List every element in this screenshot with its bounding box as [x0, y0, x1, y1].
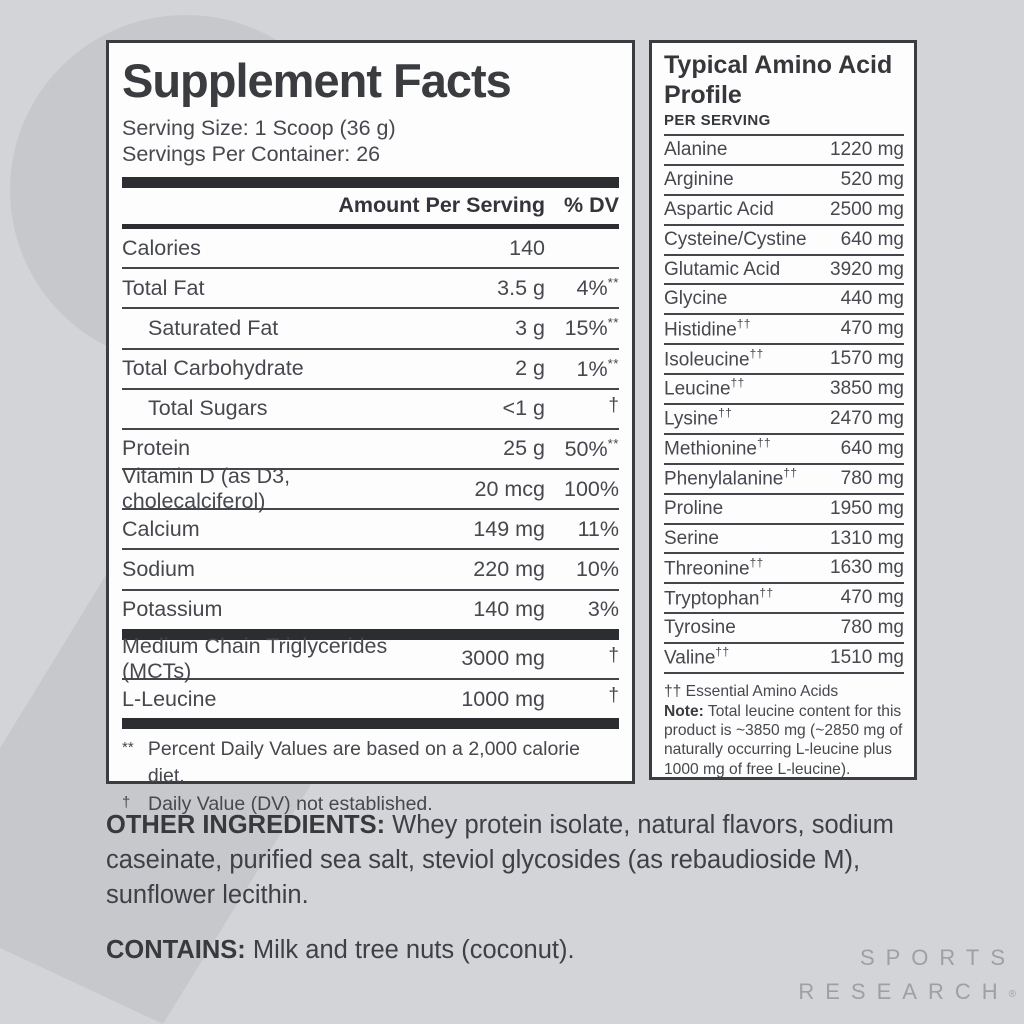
brand-line-1: SPORTS — [859, 944, 1016, 970]
contains-label: CONTAINS: — [106, 935, 246, 964]
nutrient-row — [122, 510, 619, 548]
nutrient-row — [122, 269, 619, 307]
nutrient-row — [122, 390, 619, 428]
essential-marker: †† — [736, 317, 751, 331]
double-asterisk: ** — [607, 435, 619, 451]
double-asterisk: ** — [607, 275, 619, 291]
servings-per-container: Servings Per Container: 26 — [122, 142, 381, 167]
nutrient-label: Sodium — [122, 557, 195, 582]
nutrient-label: Medium Chain Triglycerides (MCTs) — [122, 633, 388, 683]
amino-row — [664, 435, 904, 463]
other-ingredients — [106, 808, 942, 914]
amino-name: Phenylalanine†† — [664, 467, 798, 490]
nutrient-amount: 3 g — [515, 315, 545, 340]
nutrient-dv: 100% — [564, 476, 619, 501]
amino-rows — [664, 134, 904, 674]
sports-research-logo — [798, 941, 1016, 1010]
amino-amount: 780 mg — [840, 617, 904, 639]
amino-row — [664, 196, 904, 224]
amino-amount: 470 mg — [840, 318, 904, 340]
nutrient-row — [122, 430, 619, 468]
nutrient-amount: 140 — [509, 235, 545, 260]
amino-name: Leucine†† — [664, 377, 745, 400]
nutrient-row — [122, 680, 619, 718]
amino-row — [664, 256, 904, 284]
amino-name: Cysteine/Cystine — [664, 228, 807, 250]
nutrient-dv: 10% — [575, 557, 619, 582]
footnote-line — [122, 791, 619, 818]
amino-amount: 640 mg — [840, 228, 904, 250]
nutrient-label: Calcium — [122, 516, 200, 541]
supplement-facts-panel — [106, 40, 635, 815]
nutrient-amount: 140 mg — [473, 597, 545, 622]
amino-name: Tryptophan†† — [664, 586, 774, 609]
amino-name: Methionine†† — [664, 437, 772, 460]
amino-row — [664, 285, 904, 313]
nutrient-amount: 3.5 g — [497, 275, 545, 300]
nutrient-row — [122, 350, 619, 388]
essential-marker: †† — [749, 556, 764, 570]
nutrient-amount: <1 g — [502, 396, 545, 421]
amino-name: Threonine†† — [664, 556, 764, 580]
essential-amino-acids-note: †† Essential Amino Acids — [664, 683, 839, 701]
nutrient-dv: 50%** — [564, 435, 619, 462]
row-separator — [664, 672, 904, 674]
nutrient-dv — [545, 645, 619, 673]
registered-trademark-icon: ® — [1008, 989, 1016, 1001]
amino-amount: 1510 mg — [830, 647, 904, 669]
thick-divider-bar — [122, 177, 619, 188]
row-separator — [122, 718, 619, 729]
dagger-symbol: † — [608, 644, 619, 666]
nutrient-dv: 11% — [577, 516, 619, 541]
column-header-amount: Amount Per Serving — [338, 193, 545, 218]
nutrient-label: Vitamin D (as D3, cholecalciferol) — [122, 464, 291, 514]
essential-marker: †† — [783, 467, 798, 481]
nutrient-dv: 15%** — [564, 315, 619, 341]
nutrient-amount: 3000 mg — [461, 646, 545, 671]
column-header-dv: % DV — [564, 193, 619, 218]
amino-row — [664, 525, 904, 553]
amino-amount: 3920 mg — [830, 258, 904, 280]
amino-row — [664, 405, 904, 433]
amino-amount: 1570 mg — [830, 348, 904, 370]
amino-name: Glycine — [664, 288, 728, 310]
nutrient-row — [122, 550, 619, 588]
footnote-text: Percent Daily Values are based on a 2,000 calorie diet. — [147, 738, 580, 788]
facts-table-header — [122, 188, 619, 224]
contains-text: Milk and tree nuts (coconut). — [245, 935, 575, 964]
nutrient-dv — [545, 395, 619, 423]
amino-row — [664, 644, 904, 672]
amino-name: Histidine†† — [664, 317, 751, 340]
serving-size: Serving Size: 1 Scoop (36 g) — [122, 115, 396, 140]
nutrient-label: Saturated Fat — [148, 315, 279, 340]
amino-row — [664, 614, 904, 642]
nutrient-label: Total Carbohydrate — [122, 356, 304, 381]
nutrient-amount: 1000 mg — [461, 686, 545, 711]
amino-name: Serine — [664, 527, 719, 549]
amino-row — [664, 495, 904, 523]
amino-name: Lysine†† — [664, 407, 733, 430]
footnote-marker: ** — [122, 739, 134, 757]
amino-name: Arginine — [664, 168, 734, 190]
amino-amount: 2470 mg — [830, 407, 904, 429]
essential-marker: †† — [730, 377, 745, 391]
note-label: Note: — [664, 702, 704, 720]
essential-marker: †† — [718, 407, 733, 421]
nutrient-dv: 4%** — [576, 275, 619, 301]
nutrient-amount: 20 mcg — [474, 476, 545, 501]
nutrient-amount: 2 g — [515, 356, 545, 381]
nutrient-label: Total Sugars — [148, 396, 268, 421]
amino-amount: 780 mg — [840, 467, 904, 489]
nutrient-row — [122, 309, 619, 347]
nutrient-amount: 220 mg — [473, 557, 545, 582]
nutrient-label: Potassium — [122, 597, 223, 622]
nutrient-row — [122, 591, 619, 629]
nutrient-label: Calories — [122, 235, 201, 260]
amino-row — [664, 166, 904, 194]
amino-amount: 640 mg — [840, 437, 904, 459]
double-asterisk: ** — [607, 315, 619, 331]
nutrient-amount: 25 g — [503, 436, 545, 461]
amino-amount: 3850 mg — [830, 378, 904, 400]
amino-name: Isoleucine†† — [664, 347, 764, 370]
amino-amount: 1950 mg — [830, 497, 904, 519]
nutrient-row — [122, 229, 619, 267]
amino-amount: 1310 mg — [830, 527, 904, 549]
nutrient-label: L-Leucine — [122, 686, 217, 711]
nutrient-row — [122, 464, 619, 514]
nutrient-dv: 3% — [587, 597, 619, 622]
footnote-marker: † — [122, 793, 131, 811]
nutrient-label: Total Fat — [122, 275, 205, 300]
amino-row — [664, 136, 904, 164]
other-ingredients-text: Whey protein isolate, natural flavors, sodium caseinate, purified sea salt, steviol glycosides (as rebaudioside M), sunflower lecithin. — [106, 811, 894, 910]
essential-marker: †† — [756, 437, 772, 451]
supplement-rows — [122, 229, 619, 729]
facts-footnotes — [122, 736, 619, 818]
nutrient-row — [122, 633, 619, 683]
amino-profile-subtitle: PER SERVING — [664, 112, 771, 129]
dagger-symbol: † — [608, 394, 619, 416]
amino-name: Glutamic Acid — [664, 258, 781, 280]
amino-name: Valine†† — [664, 646, 730, 669]
amino-name: Alanine — [664, 138, 728, 160]
other-ingredients-label: OTHER INGREDIENTS: — [106, 811, 386, 839]
nutrient-dv: 1%** — [576, 355, 619, 381]
amino-row — [664, 345, 904, 373]
leucine-note — [664, 702, 904, 780]
amino-row — [664, 554, 904, 582]
essential-marker: †† — [759, 586, 774, 600]
nutrient-amount: 149 mg — [473, 516, 545, 541]
amino-row — [664, 226, 904, 254]
amino-row — [664, 465, 904, 493]
amino-row — [664, 375, 904, 403]
amino-amount: 1220 mg — [830, 138, 904, 160]
nutrient-label: Protein — [122, 436, 191, 461]
amino-name: Aspartic Acid — [664, 198, 774, 220]
amino-row — [664, 584, 904, 612]
amino-row — [664, 315, 904, 343]
amino-amount: 440 mg — [840, 288, 904, 310]
amino-profile-title: Typical Amino Acid Profile — [664, 51, 893, 109]
essential-marker: †† — [749, 347, 764, 361]
double-asterisk: ** — [607, 355, 619, 371]
note-text: Total leucine content for this product is ~3850 mg (~2850 mg of naturally occurring L-leucine plus 1000 mg of free L-leucine). — [664, 702, 903, 778]
footnote-line — [122, 736, 619, 791]
amino-footnote — [664, 682, 904, 779]
amino-amount: 2500 mg — [830, 198, 904, 220]
brand-line-2: RESEARCH® — [798, 979, 1016, 1005]
footnote-text: Daily Value (DV) not established. — [148, 792, 433, 815]
nutrient-dv — [545, 685, 619, 713]
amino-amount: 1630 mg — [830, 557, 904, 579]
amino-amount: 520 mg — [840, 168, 904, 190]
supplement-facts-title: Supplement Facts — [122, 54, 511, 107]
amino-name: Proline — [664, 497, 724, 519]
amino-name: Tyrosine — [664, 617, 736, 639]
amino-amount: 470 mg — [840, 587, 904, 609]
dagger-symbol: † — [608, 685, 619, 707]
essential-marker: †† — [715, 646, 730, 660]
amino-profile-panel — [649, 40, 917, 780]
